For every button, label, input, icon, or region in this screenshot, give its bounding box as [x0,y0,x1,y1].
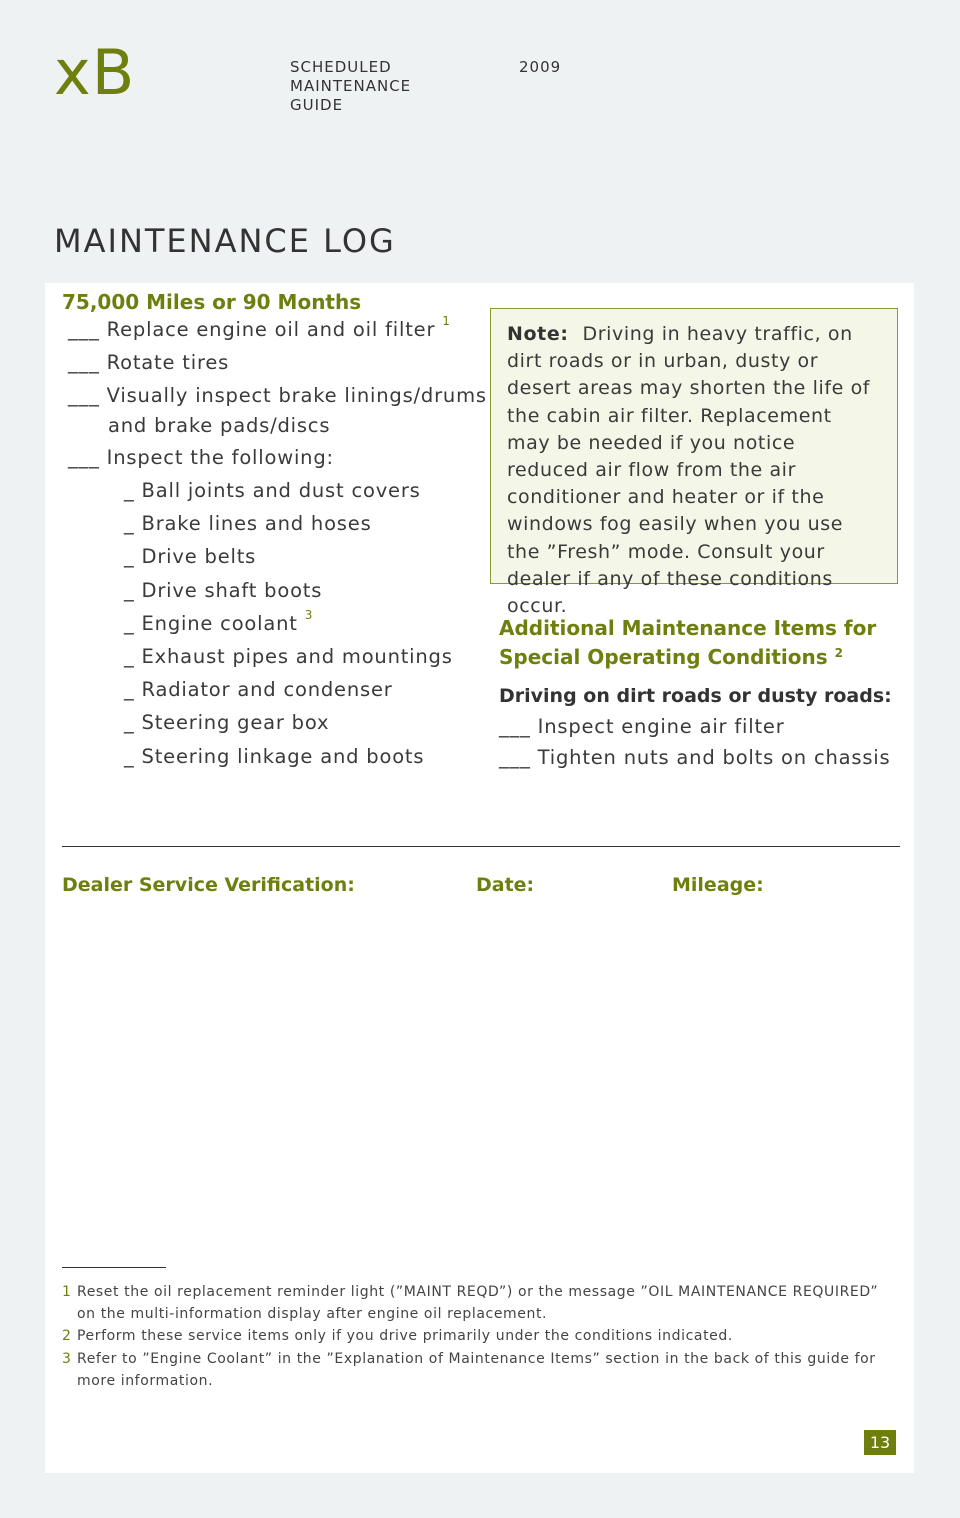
footnote-text: more information. [77,1373,214,1389]
maintenance-item: ___ Rotate tires [68,351,230,374]
footnote-ref: 2 [834,646,843,660]
guide-title [290,58,411,115]
note-label: Note: [507,323,569,345]
additional-heading-line [499,643,876,672]
divider [62,846,900,847]
inspect-item: _ Steering gear box [124,711,330,734]
additional-heading-text: Special Operating Conditions [499,645,835,669]
inspect-item-text: _ Engine coolant [124,612,305,635]
condition-heading: Driving on dirt roads or dusty roads: [499,685,892,707]
interval-heading: 75,000 Miles or 90 Months [62,290,362,314]
footnote-text: Perform these service items only if you drive primarily under the conditions indicated. [77,1328,733,1344]
inspect-item: _ Steering linkage and boots [124,745,425,768]
inspect-item [124,608,314,635]
inspect-item: _ Exhaust pipes and mountings [124,645,453,668]
footnote-number: 3 [62,1351,72,1367]
page-number: 13 [864,1430,896,1455]
maintenance-item [68,314,451,341]
mileage-label: Mileage: [672,874,764,896]
maintenance-item: ___ Inspect the following: [68,446,334,469]
footnote-divider [62,1267,166,1268]
guide-title-line: MAINTENANCE [290,77,412,95]
maintenance-item-continued: and brake pads/discs [108,414,331,437]
note-box [490,308,898,618]
guide-title-line: GUIDE [290,96,344,114]
footnote-ref: 1 [442,314,451,328]
dealer-verification-label: Dealer Service Verification: [62,874,355,896]
footnote [62,1348,892,1392]
inspect-item: _ Ball joints and dust covers [124,479,421,502]
inspect-item: _ Radiator and condenser [124,678,393,701]
date-label: Date: [476,874,535,896]
footnote-number: 1 [62,1284,72,1300]
guide-title-line: SCHEDULED [290,58,392,76]
condition-item: ___ Tighten nuts and bolts on chassis [499,746,891,769]
footnote-text: Refer to ”Engine Coolant” in the ”Explanation of Maintenance Items” section in the back of this guide for [77,1351,876,1367]
footnote-number: 2 [62,1328,72,1344]
footnote-text: Reset the oil replacement reminder light (”MAINT REQD”) or the message ”OIL MAINTENANCE REQUIRED” [77,1284,879,1300]
maintenance-item: ___ Visually inspect brake linings/drums [68,384,487,407]
inspect-item: _ Drive belts [124,545,257,568]
footnote-ref: 3 [304,608,314,622]
additional-heading-line: Additional Maintenance Items for [499,616,877,640]
footnote-text: on the multi-information display after engine oil replacement. [77,1306,548,1322]
inspect-item: _ Drive shaft boots [124,579,323,602]
inspect-item: _ Brake lines and hoses [124,512,372,535]
note-text: Driving in heavy traffic, on dirt roads or in urban, dusty or desert areas may shorten the life of the cabin air filter. Replacement may be needed if you notice reduced air flow from the air conditioner and heater or if the windows fog easily when you use the ”Fresh” mode. Consult your dealer if any of these conditions occur. [507,323,871,618]
brand-logo: xB [54,36,136,109]
footnote [62,1281,892,1325]
model-year: 2009 [519,58,562,76]
maintenance-item-text: ___ Replace engine oil and oil filter [68,318,443,341]
condition-item: ___ Inspect engine air filter [499,715,785,738]
footnote [62,1325,892,1347]
page-title: MAINTENANCE LOG [54,222,396,260]
additional-items-heading [499,614,876,672]
